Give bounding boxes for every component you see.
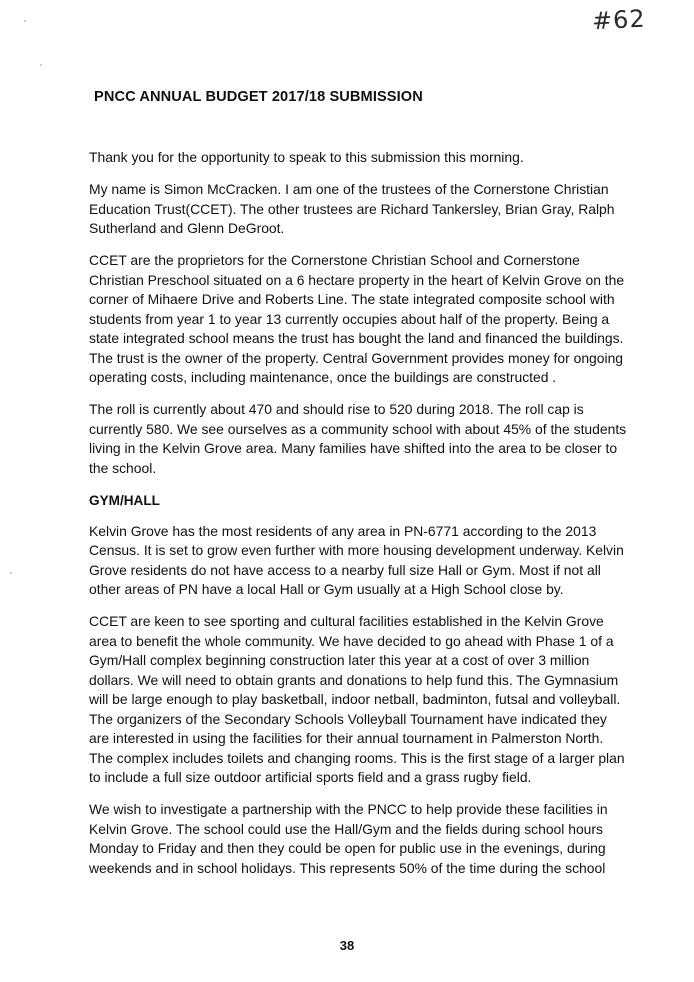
paragraph-roll: The roll is currently about 470 and should rise to 520 during 2018. The roll cap is currently 580. We see ourselves as a community school with about 45% of the students living in the Kelvin Grove area. Many families have shifted into the area to be closer to the school. xyxy=(89,401,627,476)
paragraph-partnership: We wish to investigate a partnership with the PNCC to help provide these facilities in Kelvin Grove. The school could use the Hall/Gym and the fields during school hours Monday to Friday and then they could be open for public use in the evenings, during weekends and in school holidays. This represents 50% of the time during the school xyxy=(89,801,608,876)
paragraph-facilities: CCET are keen to see sporting and cultural facilities established in the Kelvin Grove area to benefit the whole community. We have decided to go ahead with Phase 1 of a Gym/Hall complex beginning construction later this year at a cost of over 3 million dollars. We will need to obtain grants and donations to help fund this. The Gymnasium will be large enough to play basketball, indoor netball, badminton, futsal and volleyball. The organizers of the Secondary Schools Volleyball Tournament have indicated they are interested in using the facilities for their annual tournament in Palmerston North. The complex includes toilets and changing rooms. This is the first stage of a larger plan to include a full size outdoor artificial sports field and a grass rugby field. xyxy=(89,613,625,785)
page-number: 38 xyxy=(339,938,355,953)
paragraph-introduction: My name is Simon McCracken. I am one of the trustees of the Cornerstone Christian Education Trust(CCET). The other trustees are Richard Tankersley, Brian Gray, Ralph Sutherland and Glenn DeGroot. xyxy=(89,181,615,236)
scan-speck xyxy=(40,64,42,66)
handwritten-page-note: #62 xyxy=(591,4,647,36)
paragraph-thanks: Thank you for the opportunity to speak to this submission this morning. xyxy=(89,149,524,165)
document-title: PNCC ANNUAL BUDGET 2017/18 SUBMISSION xyxy=(94,89,423,105)
paragraph-kelvin-grove: Kelvin Grove has the most residents of any area in PN-6771 according to the 2013 Census. It is set to grow even further with more housing development underway. Kelvin Grove residents do not have access to a nearby full size Hall or Gym. Most if not all other areas of PN have a local Hall or Gym usually at a High School close by. xyxy=(89,522,624,597)
paragraph-proprietors: CCET are the proprietors for the Cornerstone Christian School and Cornerstone Christian Preschool situated on a 6 hectare property in the heart of Kelvin Grove on the corner of Mihaere Drive and Roberts Line. The state integrated composite school with students from year 1 to year 13 currently occupies about half of the property. Being a state integrated school means the trust has bought the land and financed the buildings. The trust is the owner of the property. Central Government provides money for ongoing operating costs, including maintenance, once the buildings are constructed . xyxy=(89,252,625,385)
document-body xyxy=(89,148,629,891)
scan-speck xyxy=(10,572,12,574)
scan-speck xyxy=(24,20,26,22)
section-heading-gym-hall: GYM/HALL xyxy=(89,492,160,508)
